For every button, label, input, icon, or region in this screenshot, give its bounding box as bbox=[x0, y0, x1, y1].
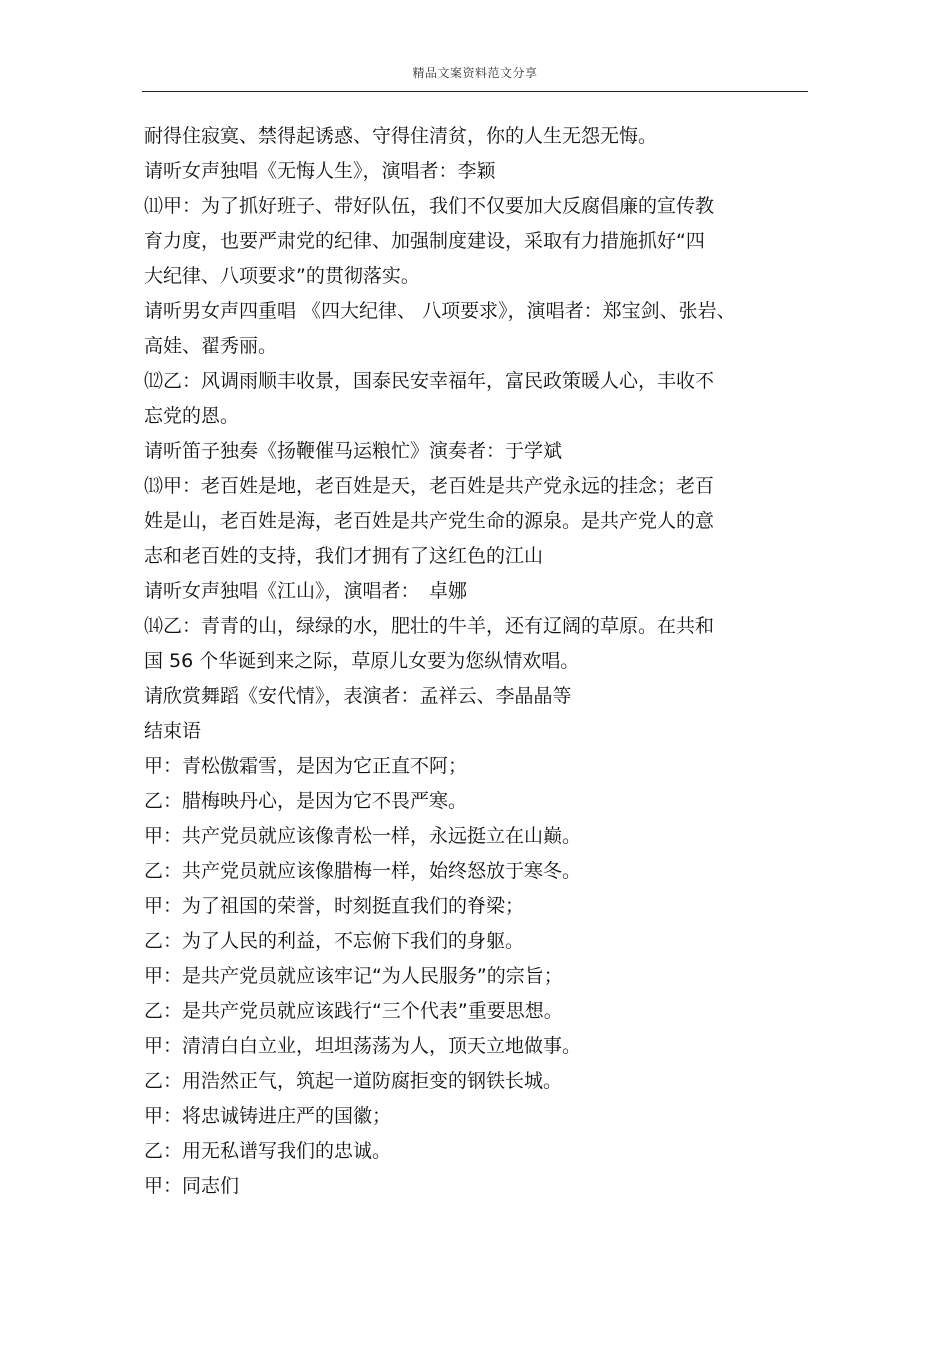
text-line: 高娃、翟秀丽。 bbox=[144, 335, 278, 357]
text-line: 请听笛子独奏《扬鞭催马运粮忙》演奏者：于学斌 bbox=[144, 440, 563, 462]
document-body bbox=[144, 119, 824, 1204]
text-line: 甲：共产党员就应该像青松一样，永远挺立在山巅。 bbox=[144, 825, 582, 847]
text-line: 乙：是共产党员就应该践行“三个代表”重要思想。 bbox=[144, 1000, 563, 1022]
text-line: 大纪律、八项要求”的贯彻落实。 bbox=[144, 265, 420, 287]
text-line: 乙：腊梅映丹心，是因为它不畏严寒。 bbox=[144, 790, 468, 812]
text-line: 志和老百姓的支持，我们才拥有了这红色的江山 bbox=[144, 545, 544, 567]
text-line: 甲：清清白白立业，坦坦荡荡为人，顶天立地做事。 bbox=[144, 1035, 582, 1057]
text-line: 国 56 个华诞到来之际，草原儿女要为您纵情欢唱。 bbox=[144, 650, 580, 672]
text-line: 请欣赏舞蹈《安代情》，表演者：孟祥云、李晶晶等 bbox=[144, 685, 572, 707]
text-line: 乙：用浩然正气，筑起一道防腐拒变的钢铁长城。 bbox=[144, 1070, 563, 1092]
text-line: 乙：用无私谱写我们的忠诚。 bbox=[144, 1140, 392, 1162]
text-line: ⑾甲：为了抓好班子、带好队伍，我们不仅要加大反腐倡廉的宣传教 bbox=[144, 195, 715, 217]
text-line: ⑿乙：风调雨顺丰收景，国泰民安幸福年，富民政策暖人心，丰收不 bbox=[144, 370, 715, 392]
text-line: ⒁乙：青青的山，绿绿的水，肥壮的牛羊，还有辽阔的草原。在共和 bbox=[144, 615, 715, 637]
text-line: 请听女声独唱《江山》，演唱者： 卓娜 bbox=[144, 580, 468, 602]
text-line: 甲：是共产党员就应该牢记“为人民服务”的宗旨； bbox=[144, 965, 563, 987]
text-line: 耐得住寂寞、禁得起诱惑、守得住清贫，你的人生无怨无悔。 bbox=[144, 125, 658, 147]
header-divider bbox=[142, 91, 808, 92]
section-heading: 结束语 bbox=[144, 720, 202, 742]
text-line: 育力度，也要严肃党的纪律、加强制度建设，采取有力措施抓好“四 bbox=[144, 230, 705, 252]
text-line: 甲：同志们 bbox=[144, 1175, 240, 1197]
text-line: 请听女声独唱《无悔人生》，演唱者：李颖 bbox=[144, 160, 496, 182]
text-line: 乙：共产党员就应该像腊梅一样，始终怒放于寒冬。 bbox=[144, 860, 582, 882]
text-line: 乙：为了人民的利益，不忘俯下我们的身躯。 bbox=[144, 930, 525, 952]
text-line: ⒀甲：老百姓是地，老百姓是天，老百姓是共产党永远的挂念；老百 bbox=[144, 475, 715, 497]
text-line: 甲：青松傲霜雪，是因为它正直不阿； bbox=[144, 755, 468, 777]
text-line: 甲：为了祖国的荣誉，时刻挺直我们的脊梁； bbox=[144, 895, 525, 917]
text-line: 甲：将忠诚铸进庄严的国徽； bbox=[144, 1105, 392, 1127]
text-line: 请听男女声四重唱 《四大纪律、 八项要求》，演唱者：郑宝剑、张岩、 bbox=[144, 300, 736, 322]
page-header-title: 精品文案资料范文分享 bbox=[412, 66, 538, 80]
text-line: 忘党的恩。 bbox=[144, 405, 240, 427]
text-line: 姓是山，老百姓是海，老百姓是共产党生命的源泉。是共产党人的意 bbox=[144, 510, 715, 532]
